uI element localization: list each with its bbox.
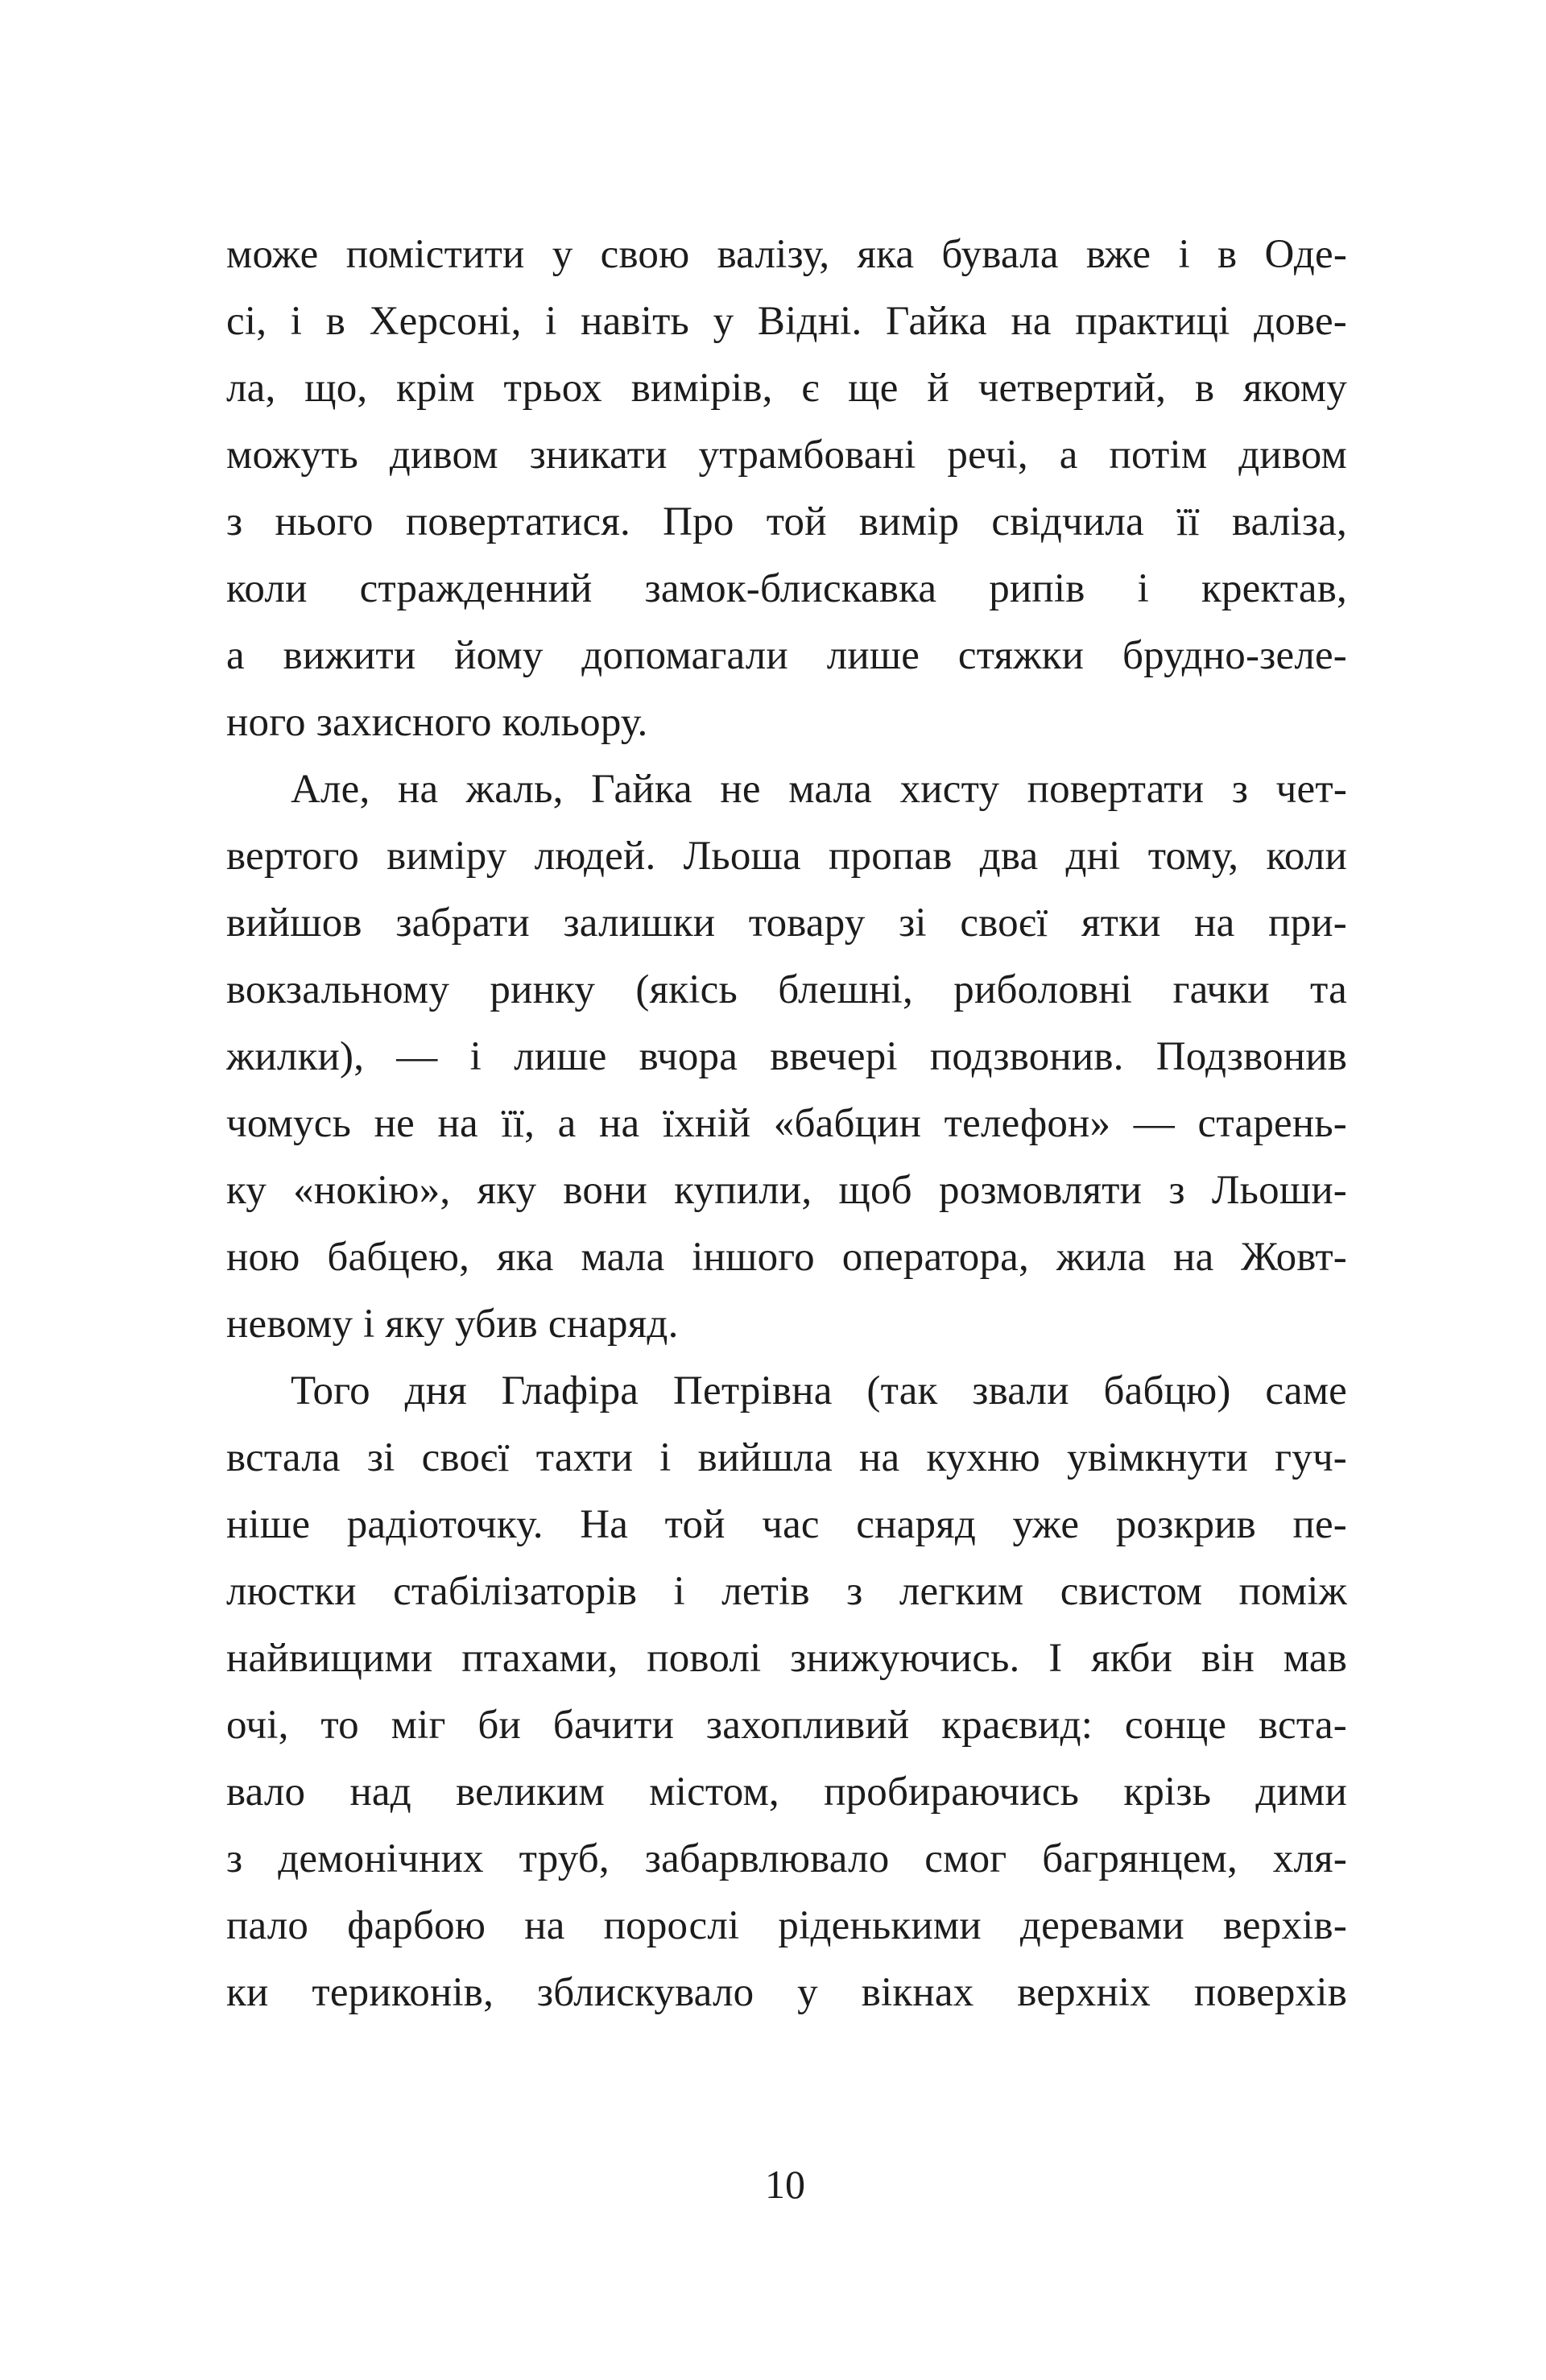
text-line-10: вертого виміру людей. Льоша пропав два дні тому, коли <box>226 834 1347 879</box>
text-line-6: коли стражденний замок-блискавка рипів і кректав, <box>226 566 1347 611</box>
text-line-21: люстки стабілізаторів і летів з легким свистом поміж <box>226 1569 1347 1614</box>
text-line-1: може помістити у свою валізу, яка бувала вже і в Оде- <box>226 232 1347 277</box>
text-line-22: найвищими птахами, поволі знижуючись. І якби він мав <box>226 1636 1347 1681</box>
text-line-5: з нього повертатися. Про той вимір свідчила її валіза, <box>226 499 1347 544</box>
text-line-18: Того дня Глафіра Петрівна (так звали бабцю) саме <box>291 1368 1347 1414</box>
text-line-20: ніше радіоточку. На той час снаряд уже розкрив пе- <box>226 1502 1347 1547</box>
text-line-3: ла, що, крім трьох вимірів, є ще й четвертий, в якому <box>226 366 1347 411</box>
body-text <box>226 221 1347 2026</box>
text-line-26: пало фарбою на порослі ріденькими деревами верхів- <box>226 1903 1347 1948</box>
text-line-13: жилки), — і лише вчора ввечері подзвонив. Подзвонив <box>226 1034 1347 1079</box>
text-line-8: ного захисного кольору. <box>226 700 648 745</box>
text-line-19: встала зі своєї тахти і вийшла на кухню увімкнути гуч- <box>226 1435 1347 1480</box>
text-line-15: ку «нокію», яку вони купили, щоб розмовляти з Льоши- <box>226 1168 1347 1213</box>
text-line-17: невому і яку убив снаряд. <box>226 1302 679 1347</box>
text-line-16: ною бабцею, яка мала іншого оператора, жила на Жовт- <box>226 1235 1347 1280</box>
text-line-25: з демонічних труб, забарвлювало смог багрянцем, хля- <box>226 1836 1347 1881</box>
page-number: 10 <box>765 2162 805 2207</box>
text-line-14: чомусь не на її, а на їхній «бабцин телефон» — старень- <box>226 1101 1347 1146</box>
text-line-7: а вижити йому допомагали лише стяжки брудно-зеле- <box>226 633 1347 678</box>
text-line-2: сі, і в Херсоні, і навіть у Відні. Гайка на практиці дове- <box>226 299 1347 344</box>
text-line-4: можуть дивом зникати утрамбовані речі, а потім дивом <box>226 433 1347 478</box>
text-line-12: вокзальному ринку (якісь блешні, риболовні гачки та <box>226 967 1347 1012</box>
text-line-24: вало над великим містом, пробираючись крізь дими <box>226 1769 1347 1815</box>
text-line-23: очі, то міг би бачити захопливий краєвид: сонце вста- <box>226 1703 1347 1748</box>
text-line-9: Але, на жаль, Гайка не мала хисту повертати з чет- <box>291 767 1347 812</box>
text-line-11: вийшов забрати залишки товару зі своєї ятки на при- <box>226 900 1347 946</box>
text-line-27: ки териконів, зблискувало у вікнах верхніх поверхів <box>226 1970 1347 2015</box>
